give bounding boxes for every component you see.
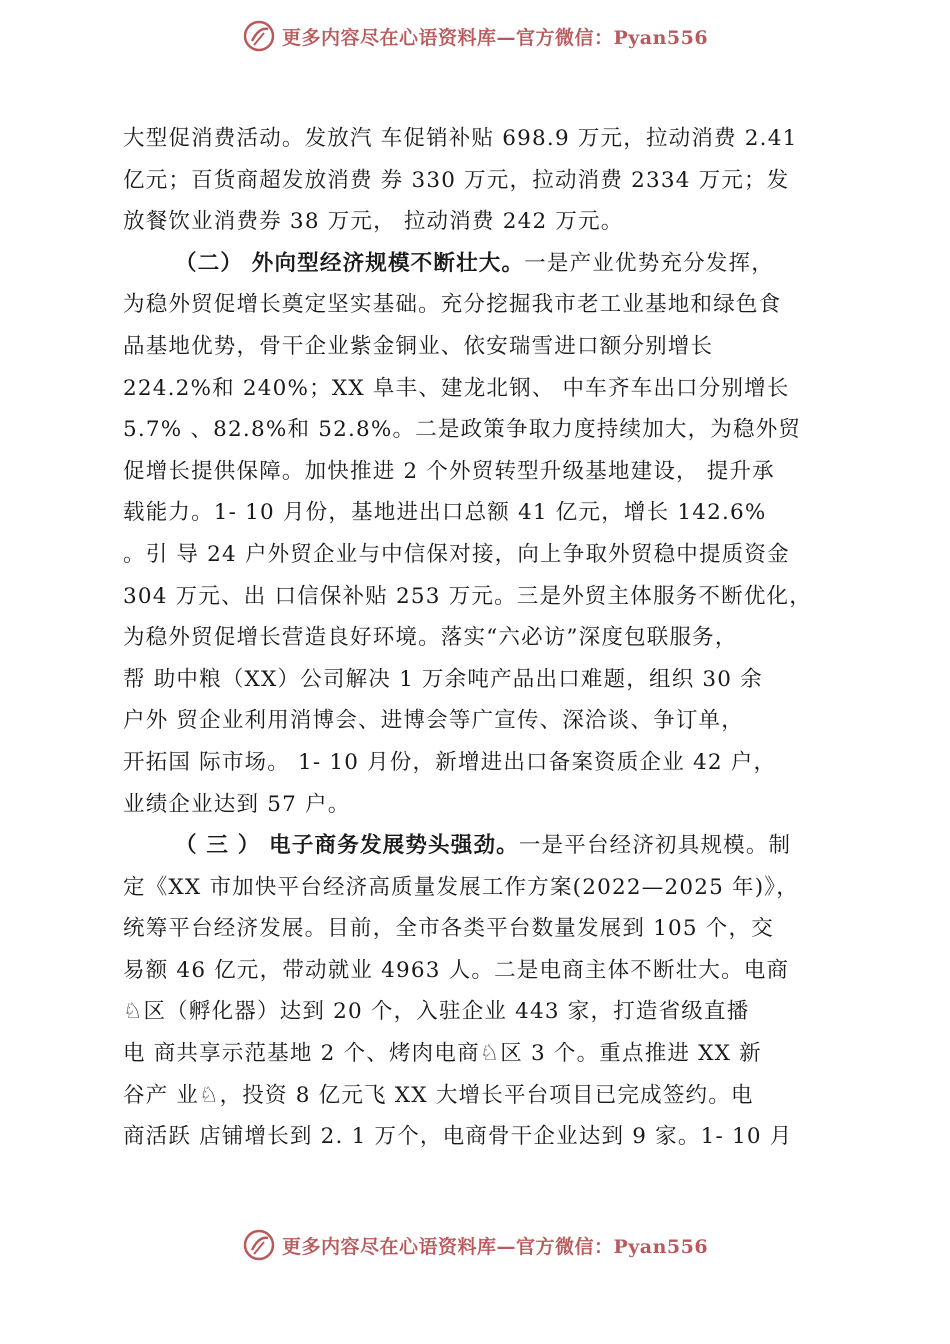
section-heading: （二） 外向型经济规模不断壮大。 [175, 250, 525, 276]
library-logo-icon [242, 19, 276, 53]
text-line: 放餐饮业消费券 38 万元， 拉动消费 242 万元。 [123, 209, 624, 235]
watermark-text: 更多内容尽在心语资料库—官方微信：Pyan556 [281, 26, 709, 49]
text-line: 304 万元、出 口信保补贴 253 万元。三是外贸主体服务不断优化， [123, 583, 812, 609]
text-line: 统筹平台经济发展。目前，全市各类平台数量发展到 105 个，交 [123, 916, 774, 942]
watermark-text: 更多内容尽在心语资料库—官方微信：Pyan556 [281, 1235, 709, 1258]
text-line: ♘区（孵化器）达到 20 个，入驻企业 443 家，打造省级直播 [123, 999, 750, 1025]
text-line: 为稳外贸促增长奠定坚实基础。充分挖掘我市老工业基地和绿色食 [123, 292, 782, 318]
text-line: 亿元；百货商超发放消费 券 330 万元，拉动消费 2334 万元；发 [123, 167, 790, 193]
text-line: 电 商共享示范基地 2 个、烤肉电商♘区 3 个。重点推进 XX 新 [123, 1041, 762, 1067]
text-line: 载能力。1- 10 月份，基地进出口总额 41 亿元，增长 142.6% [123, 500, 767, 526]
text-line: 5.7% 、82.8%和 52.8%。二是政策争取力度持续加大，为稳外贸 [123, 417, 802, 443]
text-line: 易额 46 亿元，带动就业 4963 人。二是电商主体不断壮大。电商 [123, 957, 790, 983]
section-heading: （ 三 ） 电子商务发展势头强劲。 [175, 833, 519, 859]
library-logo-icon [242, 1228, 276, 1262]
text-line: 促增长提供保障。加快推进 2 个外贸转型升级基地建设， 提升承 [123, 458, 775, 484]
text-line: 商活跃 店铺增长到 2. 1 万个，电商骨干企业达到 9 家。1- 10 月 [123, 1124, 793, 1150]
text-line: 户外 贸企业利用消博会、进博会等广宣传、深洽谈、争订单， [123, 708, 744, 734]
section-heading-line: （二） 外向型经济规模不断壮大。一是产业优势充分发挥， [175, 250, 774, 276]
text-line: 开拓国 际市场。 1- 10 月份，新增进出口备案资质企业 42 户， [123, 749, 777, 775]
text-line: 品基地优势，骨干企业紫金铜业、依安瑞雪进口额分别增长 [123, 333, 714, 359]
text-line: 。引 导 24 户外贸企业与中信保对接，向上争取外贸稳中提质资金 [123, 541, 790, 567]
text-line: 224.2%和 240%；XX 阜丰、建龙北钢、 中车齐车出口分别增长 [123, 375, 790, 401]
section-heading-line: （ 三 ） 电子商务发展势头强劲。一是平台经济初具规模。制 [175, 833, 792, 859]
document-body [123, 118, 835, 1158]
text-line: 谷产 业♘，投资 8 亿元飞 XX 大增长平台项目已完成签约。电 [123, 1082, 754, 1108]
text-line: 大型促消费活动。发放汽 车促销补贴 698.9 万元，拉动消费 2.41 [123, 126, 798, 151]
watermark-footer [0, 1225, 950, 1265]
text-line: 帮 助中粮（XX）公司解决 1 万余吨产品出口难题，组织 30 余 [123, 666, 763, 692]
text-line: 业绩企业达到 57 户。 [123, 791, 351, 817]
text-line: 定《XX 市加快平台经济高质量发展工作方案(2022—2025 年)》， [123, 874, 799, 900]
text-line: 为稳外贸促增长营造良好环境。落实“六必访”深度包联服务， [123, 625, 738, 651]
watermark-header [0, 16, 950, 56]
